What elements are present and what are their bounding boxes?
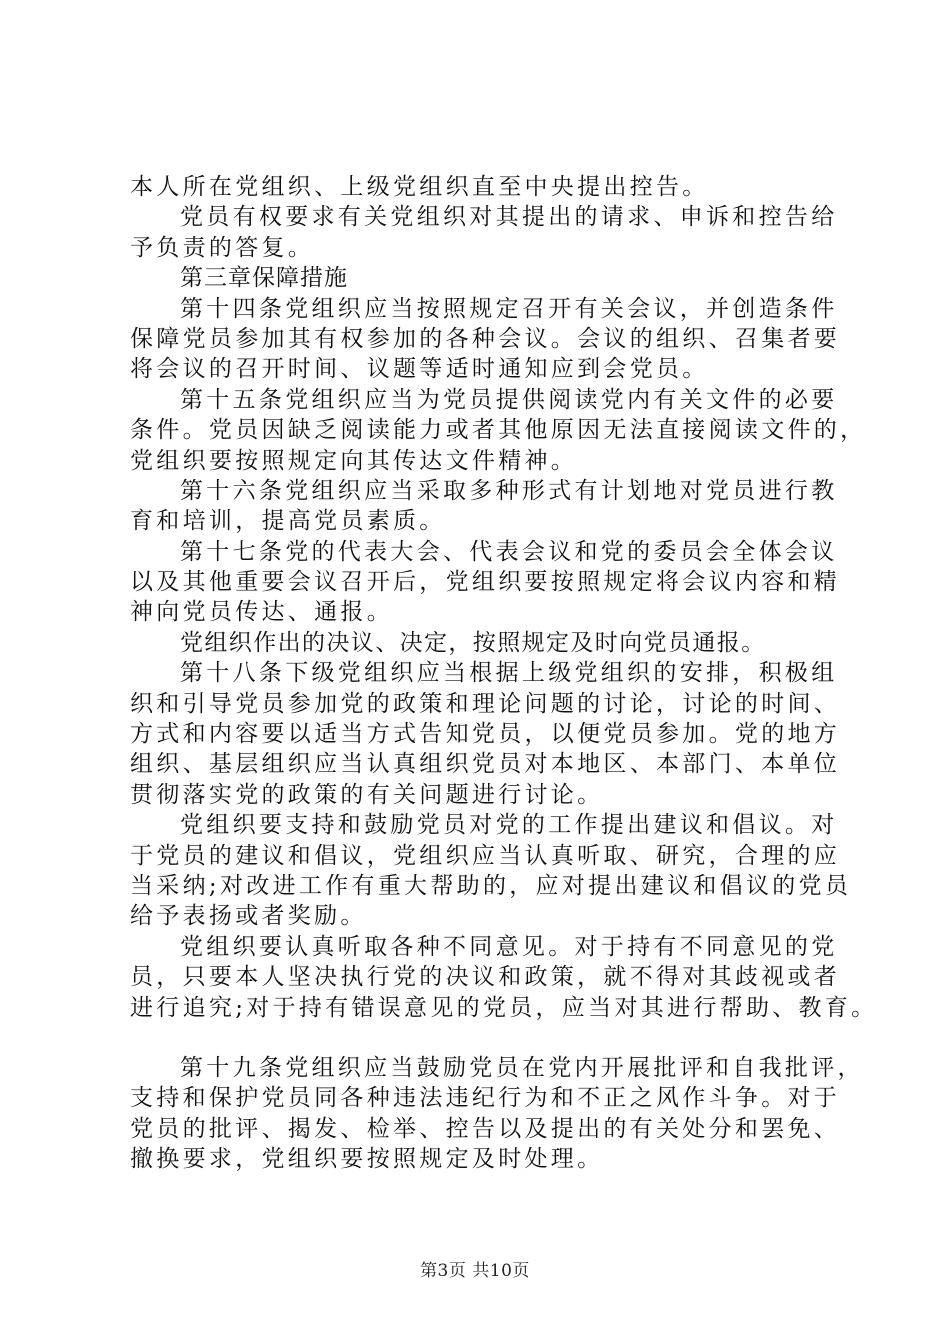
article-19-start: 第十九条党组织应当鼓励党员在党内开展批评和自我批评， bbox=[180, 1054, 864, 1081]
text-line: 予负责的答复。 bbox=[130, 234, 315, 261]
page-number-footer: 第3页 共10页 bbox=[420, 1261, 530, 1281]
text-line: 织和引导党员参加党的政策和理论问题的讨论，讨论的时间、 bbox=[130, 690, 841, 717]
text-line: 给予表扬或者奖励。 bbox=[130, 903, 367, 930]
text-line: 支持和保护党员同各种违法违纪行为和不正之风作斗争。对于 bbox=[130, 1085, 841, 1112]
text-line: 于党员的建议和倡议，党组织应当认真听取、研究，合理的应 bbox=[130, 842, 841, 869]
paragraph-start: 党组织要认真听取各种不同意见。对于持有不同意见的党 bbox=[180, 933, 838, 960]
paragraph-gap bbox=[130, 1023, 840, 1053]
chapter-heading: 第三章保障措施 bbox=[180, 265, 348, 292]
text-line: 进行追究;对于持有错误意见的党员，应当对其进行帮助、教育。 bbox=[130, 994, 878, 1021]
text-line: 保障党员参加其有权参加的各种会议。会议的组织、召集者要 bbox=[130, 325, 841, 352]
text-line: 员，只要本人坚决执行党的决议和政策，就不得对其歧视或者 bbox=[130, 964, 841, 991]
text-line: 组织、基层组织应当认真组织党员对本地区、本部门、本单位 bbox=[130, 751, 841, 778]
text-line: 条件。党员因缺乏阅读能力或者其他原因无法直接阅读文件的， bbox=[130, 417, 867, 444]
text-line: 党组织要按照规定向其传达文件精神。 bbox=[130, 447, 578, 474]
text-line: 以及其他重要会议召开后，党组织要按照规定将会议内容和精 bbox=[130, 569, 841, 596]
article-17-start: 第十七条党的代表大会、代表会议和党的委员会全体会议 bbox=[180, 538, 838, 565]
text-line: 撤换要求，党组织要按照规定及时处理。 bbox=[130, 1146, 604, 1173]
paragraph-start: 党组织作出的决议、决定，按照规定及时向党员通报。 bbox=[180, 629, 766, 656]
text-line: 当采纳;对改进工作有重大帮助的，应对提出建议和倡议的党员 bbox=[130, 872, 852, 899]
text-line: 方式和内容要以适当方式告知党员，以便党员参加。党的地方 bbox=[130, 721, 841, 748]
article-15-start: 第十五条党组织应当为党员提供阅读党内有关文件的必要 bbox=[180, 386, 838, 413]
document-body bbox=[130, 172, 878, 1175]
text-line: 党员的批评、揭发、检举、控告以及提出的有关处分和罢免、 bbox=[130, 1115, 841, 1142]
text-line: 本人所在党组织、上级党组织直至中央提出控告。 bbox=[130, 174, 709, 200]
text-line: 贯彻落实党的政策的有关问题进行讨论。 bbox=[130, 781, 604, 808]
article-14-start: 第十四条党组织应当按照规定召开有关会议，并创造条件 bbox=[180, 295, 838, 322]
text-line: 神向党员传达、通报。 bbox=[130, 599, 393, 626]
text-line: 将会议的召开时间、议题等适时通知应到会党员。 bbox=[130, 356, 709, 383]
article-18-start: 第十八条下级党组织应当根据上级党组织的安排，积极组 bbox=[180, 660, 838, 687]
article-16-start: 第十六条党组织应当采取多种形式有计划地对党员进行教 bbox=[180, 477, 838, 504]
paragraph-start: 党组织要支持和鼓励党员对党的工作提出建议和倡议。对 bbox=[180, 812, 838, 839]
paragraph-start: 党员有权要求有关党组织对其提出的请求、申诉和控告给 bbox=[180, 204, 838, 231]
text-line: 育和培训，提高党员素质。 bbox=[130, 508, 446, 535]
